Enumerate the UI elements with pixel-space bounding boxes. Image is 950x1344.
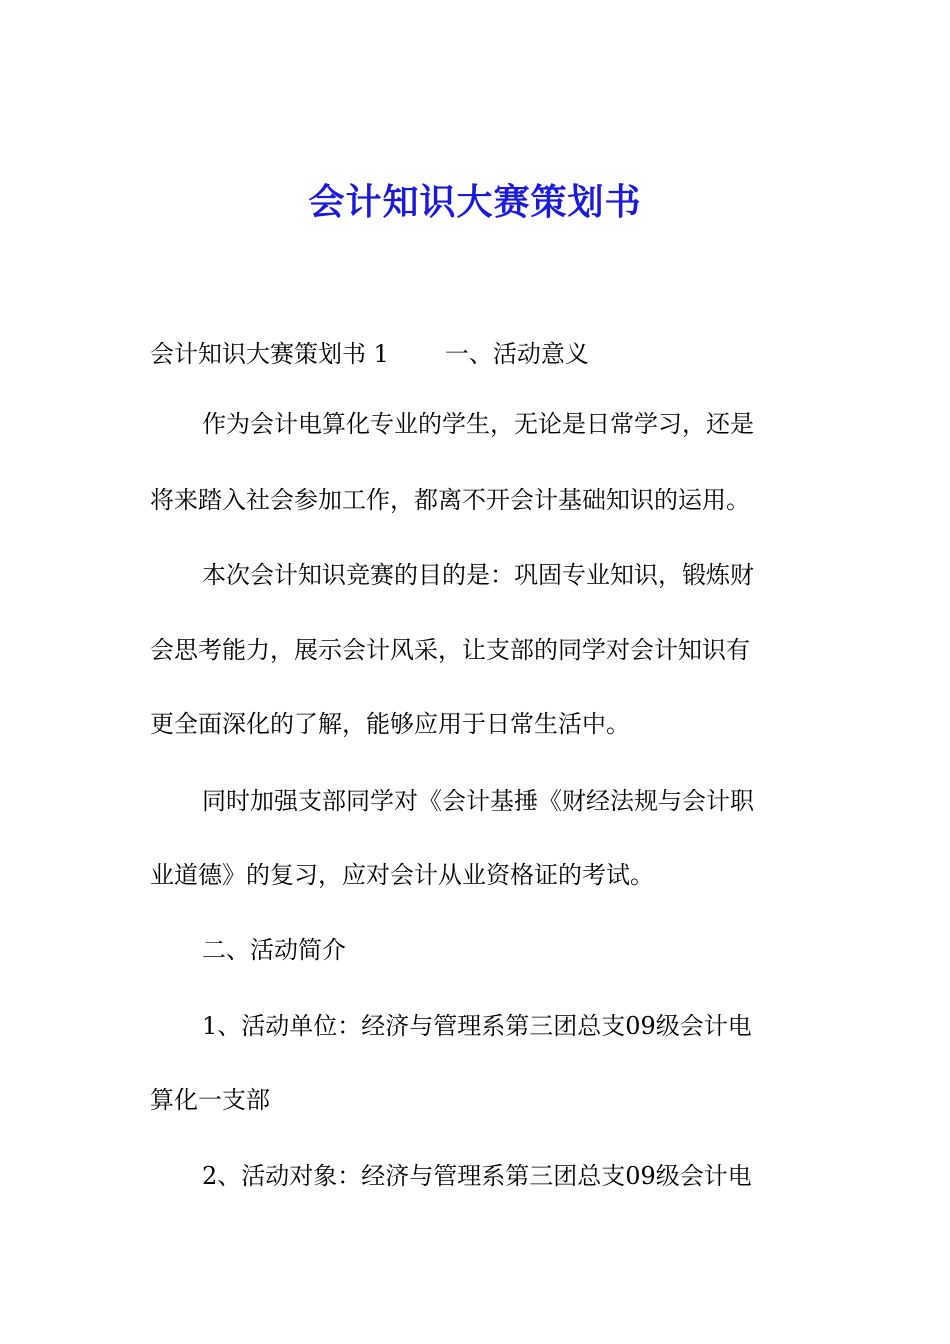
paragraph-line: 2、活动对象：经济与管理系第三团总支09级会计电 [202,1162,752,1190]
intro-heading: 会计知识大赛策划书 1 [150,340,389,368]
section-two-heading: 二、活动简介 [202,936,346,964]
paragraph-line: 会思考能力，展示会计风采，让支部的同学对会计知识有 [150,636,750,664]
section-one-heading: 一、活动意义 [444,340,589,368]
first-line [150,336,589,372]
paragraph-line: 1、活动单位：经济与管理系第三团总支09级会计电 [202,1012,752,1040]
paragraph-line: 业道德》的复习，应对会计从业资格证的考试。 [150,861,654,889]
document-title: 会计知识大赛策划书 [308,181,642,223]
paragraph-line: 本次会计知识竞赛的目的是：巩固专业知识，锻炼财 [202,561,754,589]
paragraph-line: 算化一支部 [150,1086,270,1114]
paragraph-line: 将来踏入社会参加工作，都离不开会计基础知识的运用。 [150,486,750,514]
paragraph-line: 同时加强支部同学对《会计基捶《财经法规与会计职 [202,787,754,815]
paragraph-line: 作为会计电算化专业的学生，无论是日常学习，还是 [202,410,754,438]
paragraph-line: 更全面深化的了解，能够应用于日常生活中。 [150,710,630,738]
